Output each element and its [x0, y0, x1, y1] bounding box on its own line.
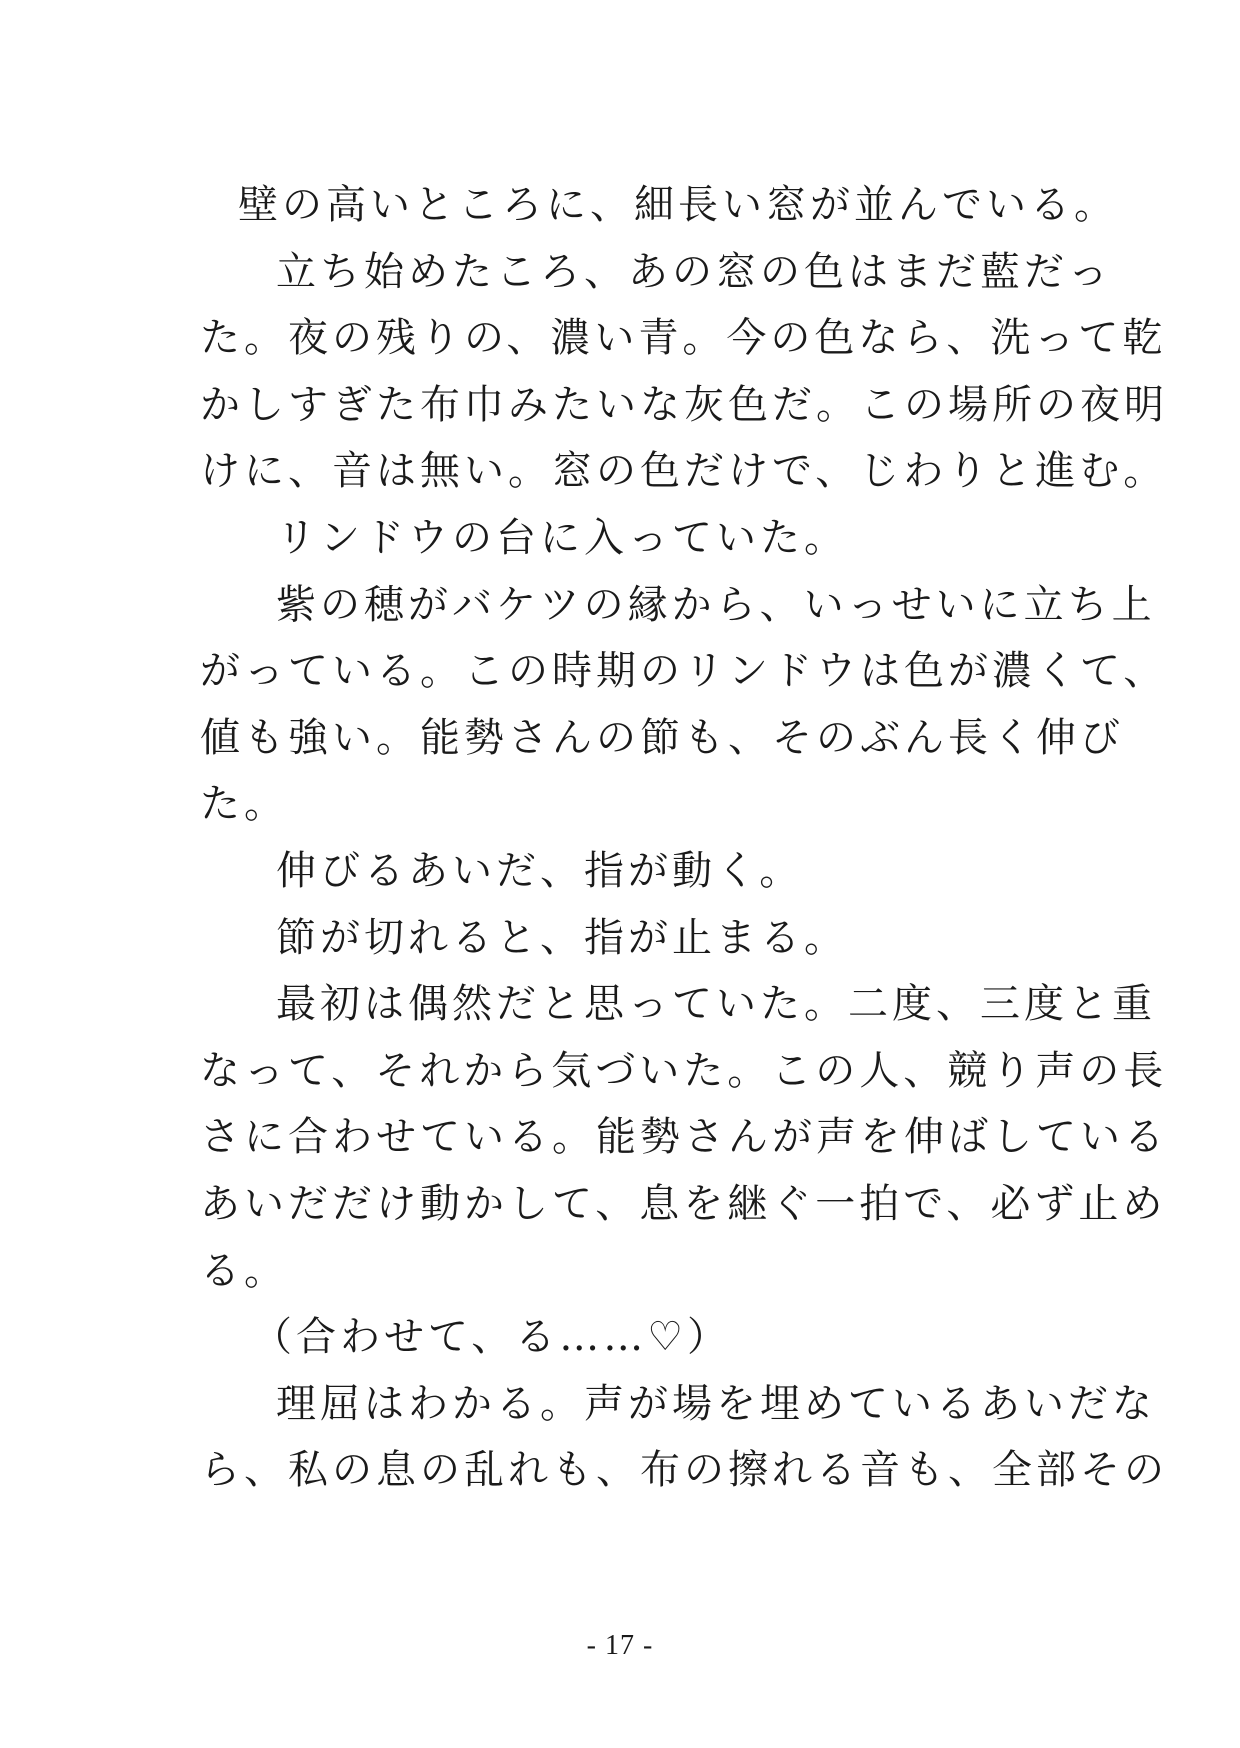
text-line: 節が切れると、指が止まる。	[276, 914, 848, 961]
text-line: けに、音は無い。窓の色だけで、じわりと進む。	[200, 448, 1168, 495]
text-line: ら、私の息の乱れも、布の擦れる音も、全部その	[200, 1447, 1168, 1494]
text-line: た。	[200, 781, 288, 828]
text-line: 立ち始めたころ、あの窓の色はまだ藍だっ	[276, 248, 1112, 295]
page-number: - 17 -	[586, 1630, 654, 1661]
text-line: かしすぎた布巾みたいな灰色だ。この場所の夜明	[200, 381, 1168, 428]
text-line: なって、それから気づいた。この人、競り声の長	[200, 1047, 1168, 1094]
text-line: さに合わせている。能勢さんが声を伸ばしている	[200, 1114, 1168, 1161]
text-line: リンドウの台に入っていた。	[276, 514, 848, 561]
text-line: がっている。この時期のリンドウは色が濃くて、	[200, 648, 1168, 695]
text-line: 紫の穂がバケツの縁から、いっせいに立ち上	[276, 581, 1156, 628]
text-line: る。	[200, 1247, 288, 1294]
text-line: 最初は偶然だと思っていた。二度、三度と重	[276, 981, 1156, 1028]
text-line: 値も強い。能勢さんの節も、そのぶん長く伸び	[200, 714, 1124, 761]
body-text	[200, 172, 1168, 1504]
text-line: 伸びるあいだ、指が動く。	[276, 847, 804, 894]
text-line: 理屈はわかる。声が場を埋めているあいだな	[276, 1380, 1156, 1427]
text-line: た。夜の残りの、濃い青。今の色なら、洗って乾	[200, 315, 1167, 362]
text-line: あいだだけ動かして、息を継ぐ一拍で、必ず止め	[200, 1180, 1167, 1227]
text-line: （合わせて、る……♡）	[252, 1314, 732, 1361]
text-line: 壁の高いところに、細長い窓が並んでいる。	[238, 182, 1118, 228]
